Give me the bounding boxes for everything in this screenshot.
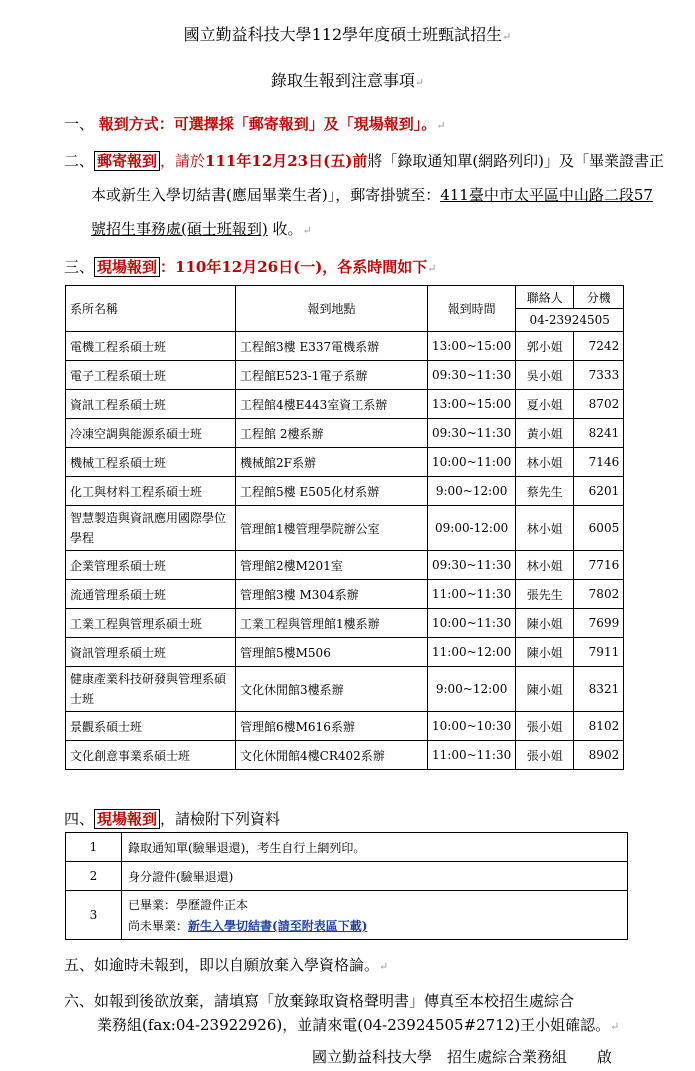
dept-cell: 冷凍空調與能源系碩士班 bbox=[66, 419, 236, 448]
ext-cell: 6201 bbox=[574, 477, 624, 506]
contact-cell: 林小姐 bbox=[516, 551, 574, 580]
contact-cell: 張先生 bbox=[516, 580, 574, 609]
table-row bbox=[66, 419, 624, 448]
dept-cell: 電機工程系碩士班 bbox=[66, 332, 236, 361]
location-cell: 工程館3樓 E337電機系辦 bbox=[236, 332, 428, 361]
table-row bbox=[66, 477, 624, 506]
dept-cell: 機械工程系碩士班 bbox=[66, 448, 236, 477]
ext-cell: 7699 bbox=[574, 609, 624, 638]
table-row bbox=[66, 448, 624, 477]
time-cell: 11:00~12:00 bbox=[428, 638, 516, 667]
ext-cell: 7333 bbox=[574, 361, 624, 390]
table-row bbox=[66, 741, 624, 770]
header-time: 報到時間 bbox=[428, 286, 516, 332]
contact-cell: 吳小姐 bbox=[516, 361, 574, 390]
contact-cell: 黃小姐 bbox=[516, 419, 574, 448]
time-cell: 10:00~11:30 bbox=[428, 609, 516, 638]
ext-cell: 6005 bbox=[574, 506, 624, 551]
contact-cell: 張小姐 bbox=[516, 741, 574, 770]
table-row bbox=[66, 638, 624, 667]
dept-cell: 工業工程與管理系碩士班 bbox=[66, 609, 236, 638]
contact-cell: 林小姐 bbox=[516, 448, 574, 477]
table-row bbox=[66, 609, 624, 638]
time-cell: 10:00~11:00 bbox=[428, 448, 516, 477]
table-row bbox=[66, 361, 624, 390]
table-row bbox=[66, 332, 624, 361]
time-cell: 09:30~11:30 bbox=[428, 361, 516, 390]
location-cell: 文化休閒館4樓CR402系辦 bbox=[236, 741, 428, 770]
dept-cell: 資訊工程系碩士班 bbox=[66, 390, 236, 419]
ext-cell: 8102 bbox=[574, 712, 624, 741]
table-row bbox=[66, 580, 624, 609]
ext-cell: 8321 bbox=[574, 667, 624, 712]
ext-cell: 8902 bbox=[574, 741, 624, 770]
ext-cell: 8241 bbox=[574, 419, 624, 448]
dept-cell: 景觀系碩士班 bbox=[66, 712, 236, 741]
section-2-line-3: 號招生事務處(碩士班報到) 收。↵ bbox=[91, 220, 312, 238]
section-3: 三、 現場報到 ：110年12月26日(一)，各系時間如下↵ bbox=[64, 258, 437, 276]
table-row bbox=[66, 551, 624, 580]
dept-cell: 化工與材料工程系碩士班 bbox=[66, 477, 236, 506]
location-cell: 工業工程與管理館1樓系辦 bbox=[236, 609, 428, 638]
location-cell: 機械館2F系辦 bbox=[236, 448, 428, 477]
ext-cell: 7716 bbox=[574, 551, 624, 580]
table-row bbox=[66, 667, 624, 712]
location-cell: 管理館1樓管理學院辦公室 bbox=[236, 506, 428, 551]
document-title: 國立勤益科技大學112學年度碩士班甄試招生↵ bbox=[183, 25, 512, 44]
contact-cell: 張小姐 bbox=[516, 712, 574, 741]
ext-cell: 7911 bbox=[574, 638, 624, 667]
dept-cell: 智慧製造與資訊應用國際學位學程 bbox=[66, 506, 236, 551]
doc-row: 2 身分證件(驗畢退還) bbox=[66, 862, 628, 891]
time-cell: 09:00-12:00 bbox=[428, 506, 516, 551]
table-row bbox=[66, 390, 624, 419]
time-cell: 9:00~12:00 bbox=[428, 477, 516, 506]
table-row bbox=[66, 506, 624, 551]
header-phone: 04-23924505 bbox=[516, 309, 624, 332]
header-ext: 分機 bbox=[574, 286, 624, 309]
dept-cell: 資訊管理系碩士班 bbox=[66, 638, 236, 667]
table-row bbox=[66, 712, 624, 741]
ext-cell: 7146 bbox=[574, 448, 624, 477]
location-cell: 工程館5樓 E505化材系辦 bbox=[236, 477, 428, 506]
dept-cell: 電子工程系碩士班 bbox=[66, 361, 236, 390]
section-4: 四、 現場報到 ，請檢附下列資料 bbox=[64, 810, 281, 828]
contact-cell: 陳小姐 bbox=[516, 609, 574, 638]
header-contact: 聯絡人 bbox=[516, 286, 574, 309]
time-cell: 11:00~11:30 bbox=[428, 741, 516, 770]
contact-cell: 陳小姐 bbox=[516, 667, 574, 712]
dept-cell: 企業管理系碩士班 bbox=[66, 551, 236, 580]
doc-row: 3 已畢業：學歷證件正本 尚未畢業：新生入學切結書(請至附表區下載) bbox=[66, 891, 628, 940]
time-cell: 09:30~11:30 bbox=[428, 419, 516, 448]
time-cell: 13:00~15:00 bbox=[428, 390, 516, 419]
section-2-line-1: 二、 郵寄報到 ，請於111年12月23日(五)前將「錄取通知單(網路列印)」及「畢業證書正 bbox=[64, 152, 665, 170]
doc-row: 1 錄取通知單(驗畢退還)，考生自行上網列印。 bbox=[66, 833, 628, 862]
time-cell: 13:00~15:00 bbox=[428, 332, 516, 361]
section-6-line-1: 六、如報到後欲放棄，請填寫「放棄錄取資格聲明書」傳真至本校招生處綜合 bbox=[64, 992, 575, 1010]
section-6-line-2: 業務組(fax:04-23922926)，並請來電(04-23924505#2712)王小姐確認。↵ bbox=[97, 1016, 620, 1034]
ext-cell: 8702 bbox=[574, 390, 624, 419]
dept-cell: 流通管理系碩士班 bbox=[66, 580, 236, 609]
required-documents-table bbox=[65, 832, 628, 940]
footer-signature: 國立勤益科技大學 招生處綜合業務組 啟 bbox=[312, 1048, 613, 1066]
contact-cell: 陳小姐 bbox=[516, 638, 574, 667]
location-cell: 管理館2樓M201室 bbox=[236, 551, 428, 580]
time-cell: 11:00~11:30 bbox=[428, 580, 516, 609]
header-location: 報到地點 bbox=[236, 286, 428, 332]
document-subtitle: 錄取生報到注意事項↵ bbox=[270, 71, 425, 90]
location-cell: 管理館5樓M506 bbox=[236, 638, 428, 667]
contact-cell: 林小姐 bbox=[516, 506, 574, 551]
location-cell: 管理館3樓 M304系辦 bbox=[236, 580, 428, 609]
time-cell: 10:00~10:30 bbox=[428, 712, 516, 741]
location-cell: 工程館 2樓系辦 bbox=[236, 419, 428, 448]
contact-cell: 蔡先生 bbox=[516, 477, 574, 506]
location-cell: 管理館6樓M616系辦 bbox=[236, 712, 428, 741]
location-cell: 文化休閒館3樓系辦 bbox=[236, 667, 428, 712]
location-cell: 工程館4樓E443室資工系辦 bbox=[236, 390, 428, 419]
section-5: 五、如逾時未報到，即以自願放棄入學資格論。↵ bbox=[64, 956, 389, 974]
contact-cell: 夏小姐 bbox=[516, 390, 574, 419]
dept-cell: 文化創意事業系碩士班 bbox=[66, 741, 236, 770]
schedule-table bbox=[65, 285, 624, 770]
header-dept: 系所名稱 bbox=[66, 286, 236, 332]
section-1: 一、 報到方式：可選擇採「郵寄報到」及「現場報到」。↵ bbox=[64, 115, 446, 133]
time-cell: 9:00~12:00 bbox=[428, 667, 516, 712]
contact-cell: 郭小姐 bbox=[516, 332, 574, 361]
affidavit-download-link[interactable]: 新生入學切結書(請至附表區下載) bbox=[188, 919, 368, 933]
time-cell: 09:30~11:30 bbox=[428, 551, 516, 580]
location-cell: 工程館E523-1電子系辦 bbox=[236, 361, 428, 390]
dept-cell: 健康產業科技研發與管理系碩士班 bbox=[66, 667, 236, 712]
ext-cell: 7242 bbox=[574, 332, 624, 361]
section-2-line-2: 本或新生入學切結書(應屆畢業生者)」，郵寄掛號至：411臺中市太平區中山路二段57 bbox=[91, 186, 653, 204]
ext-cell: 7802 bbox=[574, 580, 624, 609]
